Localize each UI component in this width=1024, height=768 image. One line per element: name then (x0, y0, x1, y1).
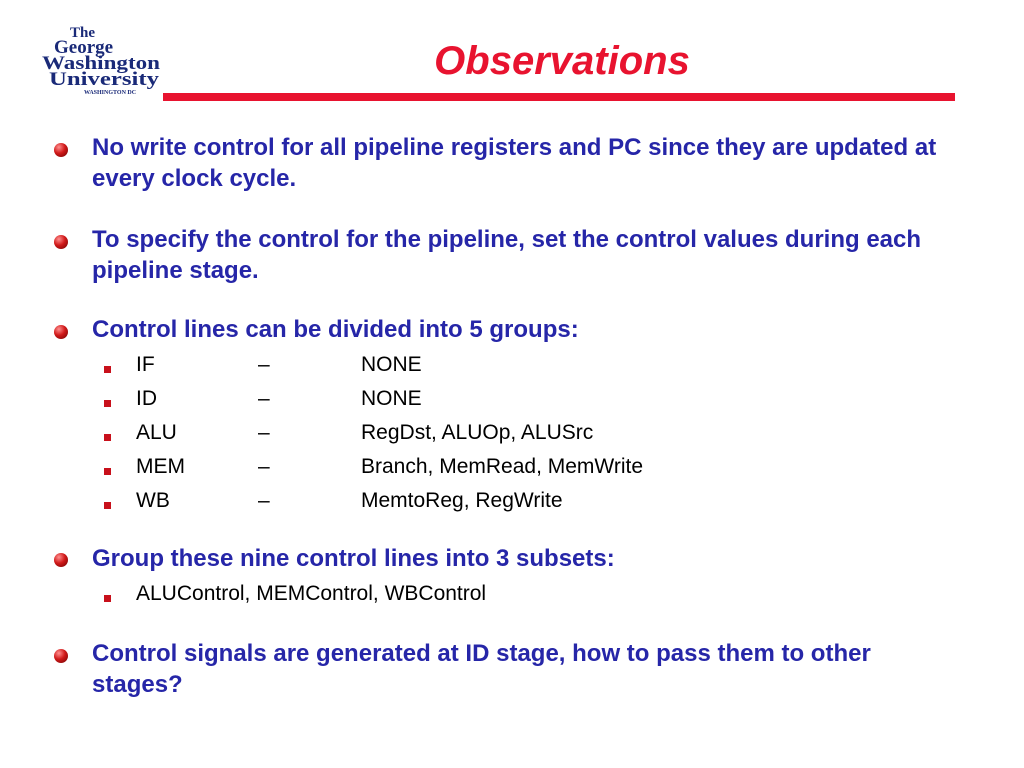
stage-signals: NONE (361, 387, 422, 410)
logo-line-location: WASHINGTON DC (84, 90, 137, 96)
subset-list: ALUControl, MEMControl, WBControl (136, 582, 487, 605)
square-bullet-icon (104, 468, 111, 475)
stage-name: IF (136, 353, 155, 376)
subset-row (0, 580, 1024, 610)
dash-separator: – (258, 455, 270, 478)
dash-separator: – (258, 421, 270, 444)
bullet-ball-icon (54, 553, 68, 567)
bullet-ball-icon (54, 143, 68, 157)
square-bullet-icon (104, 595, 111, 602)
control-group-row (0, 453, 1024, 483)
stage-name: MEM (136, 455, 185, 478)
bullet-text: Control signals are generated at ID stage, how to pass them to other stages? (92, 640, 871, 698)
square-bullet-icon (104, 502, 111, 509)
bullet-text: To specify the control for the pipeline, set the control values during each pipeline stage. (92, 226, 922, 284)
dash-separator: – (258, 387, 270, 410)
square-bullet-icon (104, 400, 111, 407)
bullet-text: Group these nine control lines into 3 subsets: (92, 545, 615, 572)
logo-line-washington: Washington (42, 53, 161, 74)
stage-name: ALU (136, 421, 177, 444)
slide-title: Observations (434, 39, 690, 83)
stage-name: WB (136, 489, 170, 512)
stage-name: ID (136, 387, 157, 410)
stage-signals: NONE (361, 353, 422, 376)
dash-separator: – (258, 353, 270, 376)
bullet-text: Control lines can be divided into 5 groups: (92, 316, 579, 343)
logo-line-george: George (54, 37, 114, 58)
bullet-ball-icon (54, 649, 68, 663)
bullet-ball-icon (54, 325, 68, 339)
control-group-row (0, 419, 1024, 449)
bullet-text: No write control for all pipeline registers and PC since they are updated at every clock cycle. (92, 134, 937, 192)
stage-signals: MemtoReg, RegWrite (361, 489, 563, 512)
logo-line-university: University (49, 69, 160, 90)
bullet-ball-icon (54, 235, 68, 249)
control-group-row (0, 351, 1024, 381)
stage-signals: Branch, MemRead, MemWrite (361, 455, 644, 478)
control-group-row (0, 385, 1024, 415)
logo-line-the: The (70, 25, 96, 41)
control-group-row (0, 487, 1024, 517)
square-bullet-icon (104, 434, 111, 441)
dash-separator: – (258, 489, 270, 512)
stage-signals: RegDst, ALUOp, ALUSrc (361, 421, 594, 444)
square-bullet-icon (104, 366, 111, 373)
